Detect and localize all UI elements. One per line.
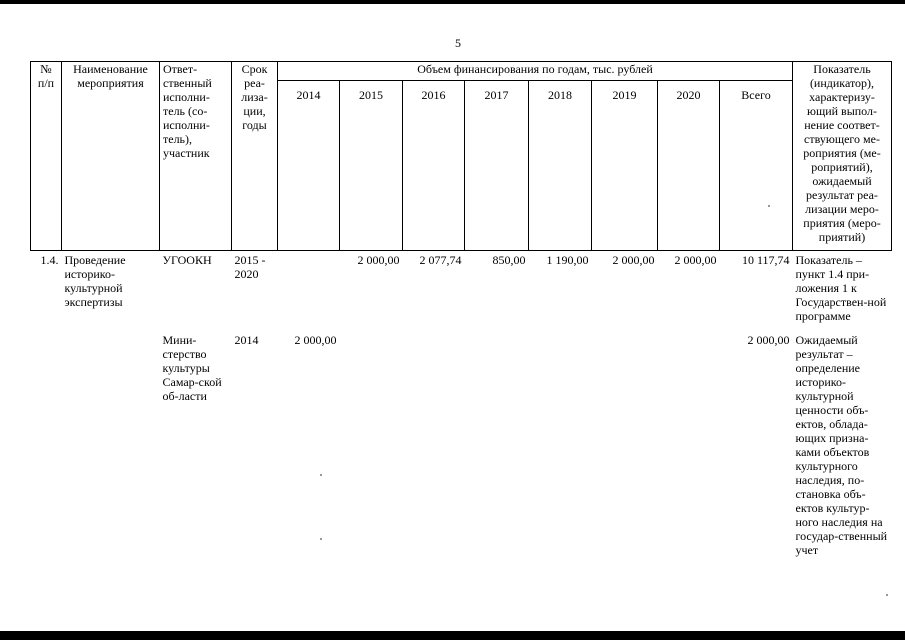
table-row: [31, 253, 892, 333]
top-border: [0, 0, 905, 4]
row-value-2019: [592, 333, 658, 563]
row-value-2016: [403, 333, 465, 563]
header-year-2017: 2017: [465, 81, 529, 251]
row-indicator: Показатель – пункт 1.4 при-ложения 1 к Государствен-ной программе: [795, 253, 887, 323]
header-num: № п/п: [31, 62, 62, 251]
row-num: 1.4.: [40, 253, 59, 267]
row-value-2019: 2 000,00: [612, 253, 655, 267]
row-value-2014: [278, 253, 340, 333]
row-value-2020: 2 000,00: [674, 253, 717, 267]
header-total: Всего: [720, 81, 793, 251]
row-responsible: Мини-стерство культуры Самар-ской об-ласти: [162, 333, 222, 403]
row-value-2016: 2 077,74: [419, 253, 462, 267]
header-funding: Объем финансирования по годам, тыс. рублей: [278, 62, 793, 81]
header-year-2020: 2020: [658, 81, 720, 251]
row-value-2018: 1 190,00: [546, 253, 589, 267]
row-num: [31, 333, 62, 563]
row-term: 2014: [234, 333, 259, 347]
header-year-2019: 2019: [592, 81, 658, 251]
header-year-2014: 2014: [278, 81, 340, 251]
scan-speck: [886, 594, 888, 596]
header-term: Срок реа-лиза-ции, годы: [232, 62, 278, 251]
table-row: [31, 333, 892, 563]
header-indicator: Показатель (индикатор), характеризу-ющий выпол-нение соответ-ствующего ме-роприятия (ме-роприятий), ожидаемый результат реа-лизации меро-приятия (меро-приятий): [793, 62, 892, 251]
row-value-total: 2 000,00: [747, 333, 790, 347]
row-indicator: Ожидаемый результат – определение историко-культурной ценности объ-ектов, облада-ющих призна-ками объектов культурного наследия, по-становка объ-ектов культур-ного наследия на государ-ственный учет: [795, 333, 888, 557]
row-value-2015: [340, 333, 403, 563]
row-value-2014: 2 000,00: [294, 333, 337, 347]
row-value-2017: [465, 333, 529, 563]
row-name: [62, 333, 160, 563]
row-value-total: 10 117,74: [741, 253, 790, 267]
bottom-border: [0, 631, 905, 640]
funding-table: [30, 61, 892, 563]
row-name: Проведение историко-культурной экспертизы: [64, 253, 126, 309]
scan-speck: [320, 538, 322, 540]
row-value-2015: 2 000,00: [357, 253, 400, 267]
scan-speck: [320, 474, 322, 476]
page-number: 5: [455, 36, 461, 50]
header-year-2015: 2015: [340, 81, 403, 251]
row-value-2017: 850,00: [492, 253, 526, 267]
row-value-2020: [658, 333, 720, 563]
header-name: Наименование мероприятия: [62, 62, 160, 251]
row-value-2018: [529, 333, 592, 563]
header-year-2016: 2016: [403, 81, 465, 251]
scan-speck: [768, 205, 770, 207]
row-responsible: УГООКН: [162, 253, 212, 267]
header-year-2018: 2018: [529, 81, 592, 251]
header-responsible: Ответ-ственный исполни-тель (со-исполни-тель), участник: [160, 62, 232, 251]
row-term: 2015 - 2020: [234, 253, 266, 281]
